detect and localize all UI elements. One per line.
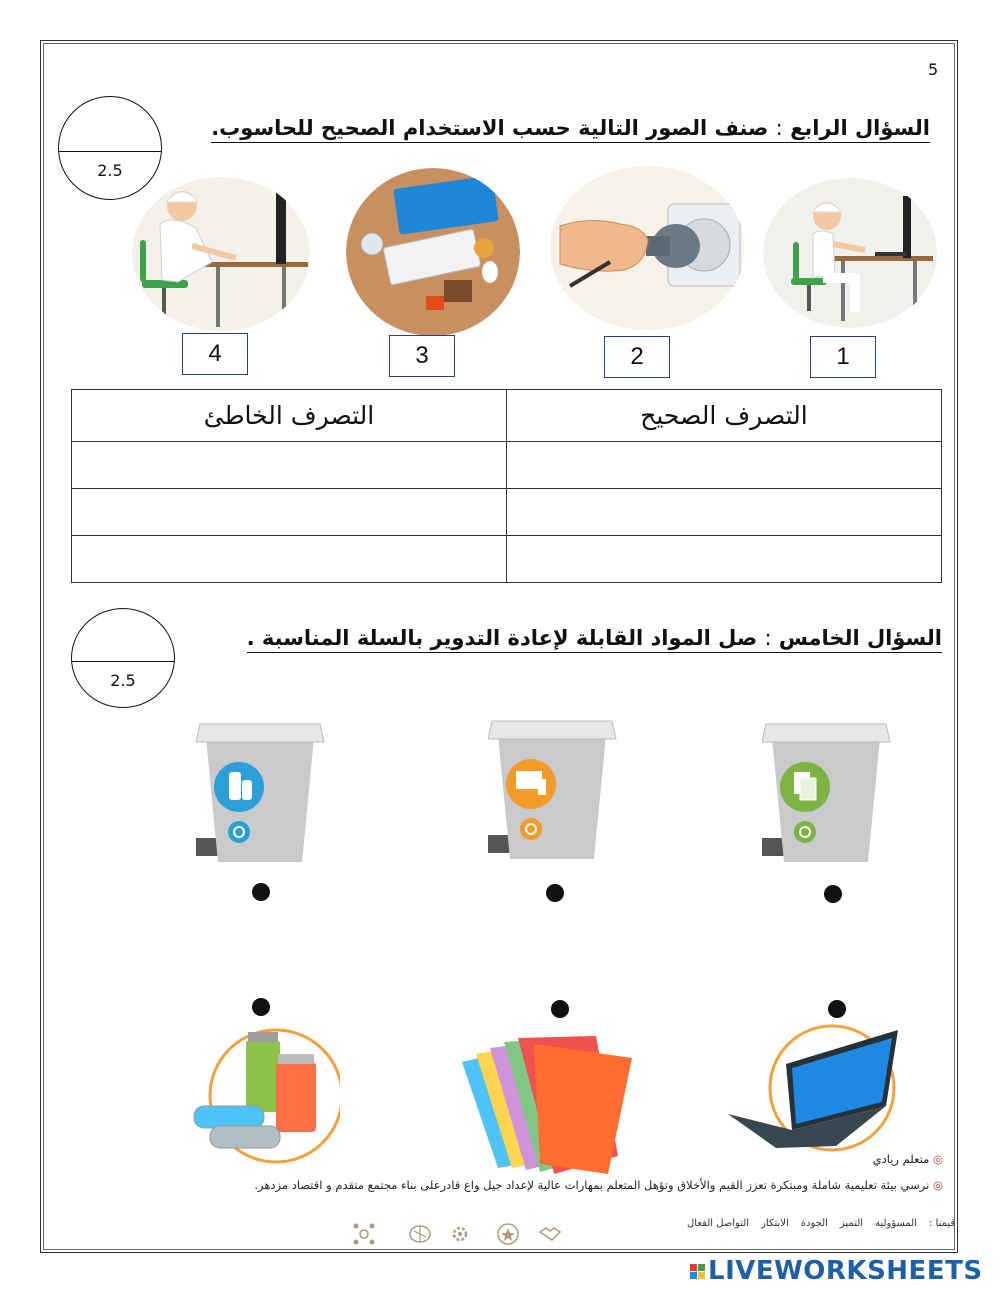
liveworksheets-logo bbox=[690, 1256, 983, 1286]
q4-title: السؤال الرابع bbox=[790, 116, 930, 140]
values-row bbox=[675, 1218, 955, 1229]
q5-heading bbox=[247, 626, 942, 653]
item-match-dot[interactable] bbox=[551, 1000, 569, 1018]
picture-number-box[interactable]: 4 bbox=[182, 333, 248, 375]
colored-papers-picture bbox=[458, 1028, 648, 1182]
q5-title: السؤال الخامس bbox=[778, 626, 942, 650]
q4-score: 2.5 bbox=[97, 161, 123, 180]
value-item: التميز bbox=[839, 1218, 864, 1229]
hand-pulling-plug-from-socket-picture bbox=[550, 166, 745, 331]
laptop-picture bbox=[726, 1022, 916, 1166]
bin-match-dot[interactable] bbox=[824, 885, 842, 903]
electronics-recycling-bin bbox=[488, 717, 628, 871]
picture-number-box[interactable]: 3 bbox=[389, 335, 455, 377]
brain-icon bbox=[408, 1222, 432, 1246]
wrong-behavior-header: التصرف الخاطئ bbox=[72, 390, 507, 442]
child-leaning-close-to-screen-picture bbox=[132, 176, 310, 331]
value-item: التواصل الفعال bbox=[687, 1218, 750, 1229]
correct-answer-cell[interactable] bbox=[507, 489, 942, 536]
handshake-icon bbox=[538, 1222, 562, 1246]
value-item: الجودة bbox=[800, 1218, 828, 1229]
wrong-answer-cell[interactable] bbox=[72, 536, 507, 583]
target-icon: ◎ bbox=[932, 1178, 943, 1192]
network-icon bbox=[352, 1222, 376, 1246]
badge-icon bbox=[496, 1222, 520, 1246]
table-row bbox=[72, 536, 942, 583]
q4-heading bbox=[211, 116, 930, 143]
values-label: قيمنا : bbox=[929, 1218, 956, 1229]
q5-score-circle bbox=[71, 608, 175, 708]
table-row bbox=[72, 489, 942, 536]
paper-recycling-bin bbox=[762, 720, 902, 874]
vision-text: متعلم ريادي bbox=[872, 1152, 930, 1166]
batteries-recycling-bin bbox=[196, 720, 336, 874]
picture-number-box[interactable]: 1 bbox=[810, 336, 876, 378]
mission-text: نرسي بيئة تعليمية شاملة ومبتكرة تعزز القيم والأخلاق وتؤهل المتعلم بمهارات عالية لإعداد جيل واع قادرعلى بناء مجتمع متقدم و اقتصاد مزدهر. bbox=[254, 1178, 930, 1192]
wrong-answer-cell[interactable] bbox=[72, 442, 507, 489]
correct-answer-cell[interactable] bbox=[507, 536, 942, 583]
item-match-dot[interactable] bbox=[828, 1000, 846, 1018]
value-item: المسؤولية bbox=[875, 1218, 918, 1229]
q5-separator: : bbox=[764, 626, 772, 650]
q4-separator: : bbox=[775, 116, 783, 140]
gear-icon bbox=[450, 1222, 470, 1246]
batteries-picture bbox=[190, 1022, 340, 1171]
q4-score-circle bbox=[58, 96, 162, 200]
wrong-answer-cell[interactable] bbox=[72, 489, 507, 536]
messy-desk-with-food-picture bbox=[346, 168, 520, 336]
target-icon: ◎ bbox=[932, 1152, 943, 1166]
bin-match-dot[interactable] bbox=[252, 883, 270, 901]
correct-answer-cell[interactable] bbox=[507, 442, 942, 489]
q5-score: 2.5 bbox=[110, 671, 136, 690]
correct-behavior-header: التصرف الصحيح bbox=[507, 390, 942, 442]
logo-tile-icon bbox=[690, 1264, 705, 1279]
classification-table bbox=[71, 389, 942, 583]
table-header-row bbox=[72, 390, 942, 442]
brand-name: LIVEWORKSHEETS bbox=[708, 1256, 983, 1286]
page-number: 5 bbox=[928, 60, 939, 79]
bin-match-dot[interactable] bbox=[546, 884, 564, 902]
table-row bbox=[72, 442, 942, 489]
q5-text: صل المواد القابلة لإعادة التدوير بالسلة المناسبة . bbox=[246, 626, 758, 650]
mission-line bbox=[254, 1178, 943, 1192]
q4-text: صنف الصور التالية حسب الاستخدام الصحيح للحاسوب. bbox=[211, 116, 769, 140]
picture-number-box[interactable]: 2 bbox=[604, 336, 670, 378]
item-match-dot[interactable] bbox=[252, 998, 270, 1016]
vision-line bbox=[873, 1152, 943, 1166]
child-sitting-correctly-at-computer-picture bbox=[763, 178, 938, 328]
value-item: الابتكار bbox=[761, 1218, 789, 1229]
